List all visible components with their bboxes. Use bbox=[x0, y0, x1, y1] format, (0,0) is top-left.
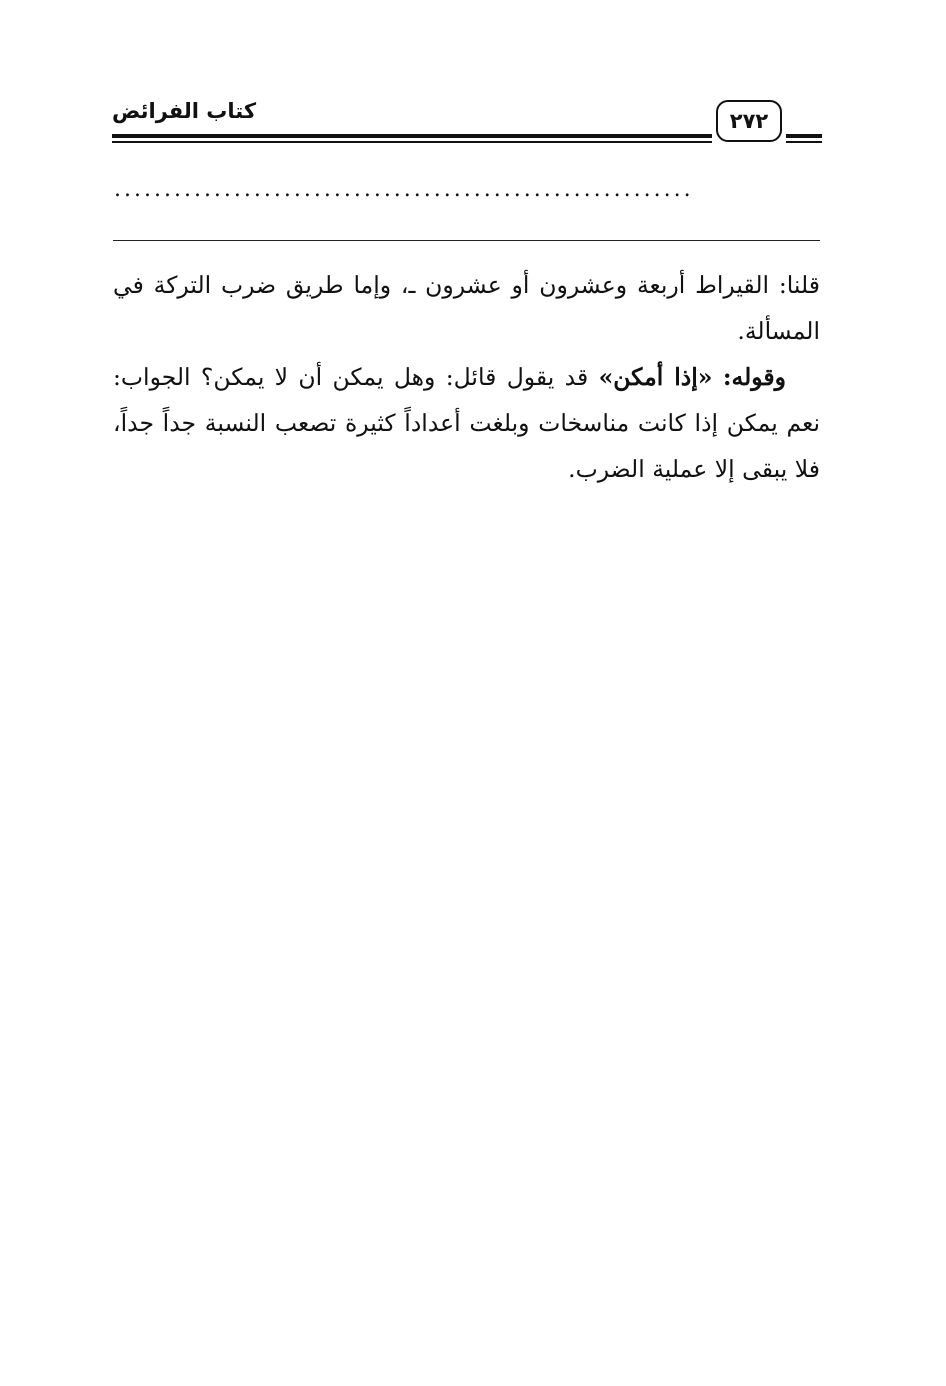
paragraph-text: قد يقول قائل: وهل يمكن أن لا يمكن؟ الجواب: نعم يمكن إذا كانت مناسخات وبلغت أعداداً كثيرة تصعب النسبة جداً جداً، فلا يبقى إلا عملية الضرب. bbox=[113, 363, 820, 483]
paragraph: قلنا: القيراط أربعة وعشرون أو عشرون ـ، وإما طريق ضرب التركة في المسألة. bbox=[113, 271, 820, 345]
quoted-phrase: «إذا أمكن» bbox=[598, 363, 713, 391]
ellipsis-line: .......................................................... bbox=[114, 178, 694, 202]
header-rule-thin bbox=[112, 141, 712, 143]
header-rule-thick bbox=[112, 134, 712, 138]
header-rule-right-thick bbox=[786, 134, 822, 138]
book-title: كتاب الفرائض bbox=[112, 99, 257, 123]
page-number-badge: ٢٧٢ bbox=[716, 100, 782, 142]
header-rule-right-thin bbox=[786, 141, 822, 143]
footnote-separator bbox=[113, 240, 820, 241]
page-header bbox=[112, 96, 822, 156]
paragraph bbox=[113, 354, 820, 492]
paragraph-label: وقوله: bbox=[722, 363, 786, 391]
body-text bbox=[113, 262, 820, 492]
